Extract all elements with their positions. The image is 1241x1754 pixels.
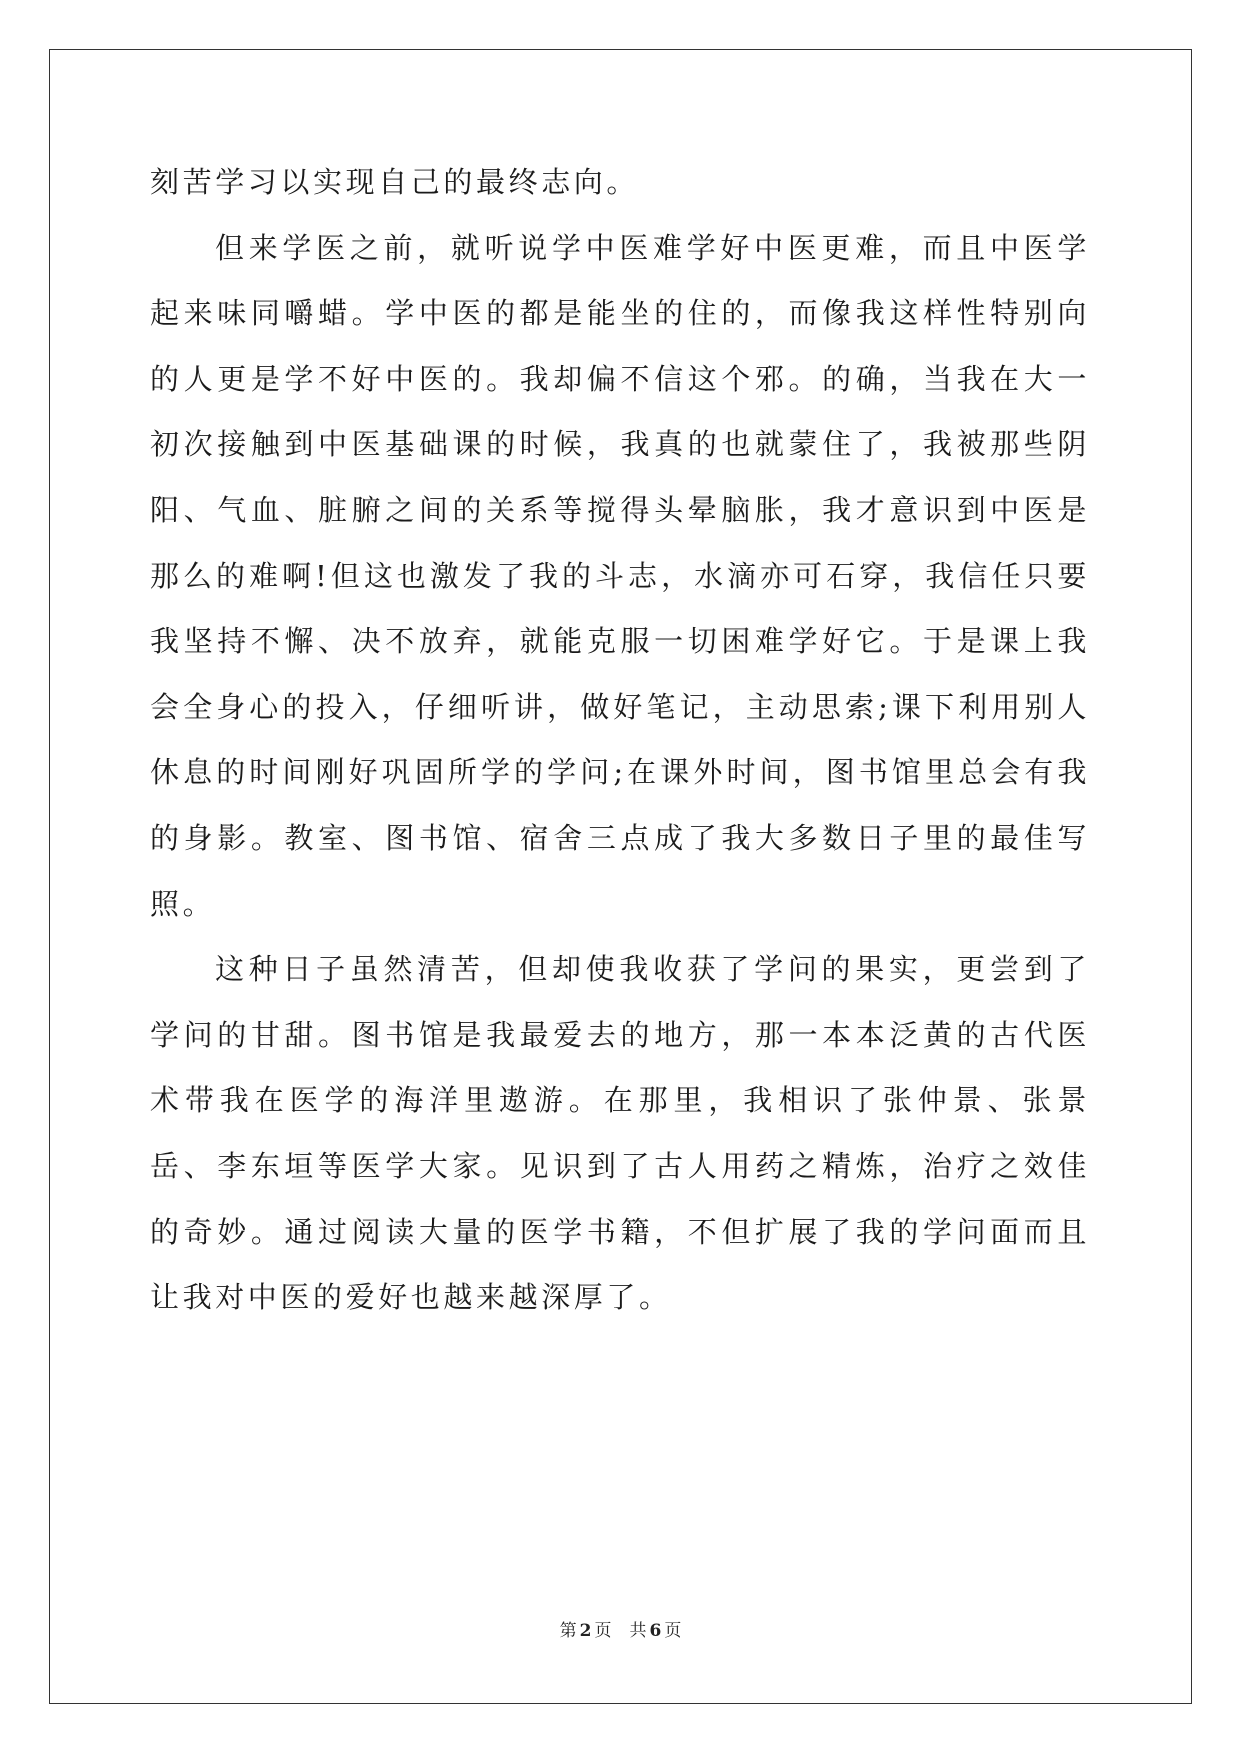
footer-page-total: 6 bbox=[649, 1621, 662, 1641]
document-body bbox=[150, 150, 1090, 1331]
footer-page-unit: 页 bbox=[594, 1621, 612, 1641]
footer-page-current: 2 bbox=[579, 1621, 592, 1641]
paragraph-library-harvest: 这种日子虽然清苦，但却使我收获了学问的果实，更尝到了学问的甘甜。图书馆是我最爱去的地方，那一本本泛黄的古代医术带我在医学的海洋里遨游。在那里，我相识了张仲景、张景岳、李东垣等医学大家。见识到了古人用药之精炼，治疗之效佳的奇妙。通过阅读大量的医学书籍，不但扩展了我的学问面而且让我对中医的爱好也越来越深厚了。 bbox=[150, 952, 1090, 1315]
paragraph-continued: 刻苦学习以实现自己的最终志向。 bbox=[150, 165, 640, 199]
paragraph-study-difficulty: 但来学医之前，就听说学中医难学好中医更难，而且中医学起来味同嚼蜡。学中医的都是能坐的住的，而像我这样性特别向的人更是学不好中医的。我却偏不信这个邪。的确，当我在大一初次接触到中医基础课的时候，我真的也就蒙住了，我被那些阴阳、气血、脏腑之间的关系等搅得头晕脑胀，我才意识到中医是那么的难啊!但这也激发了我的斗志，水滴亦可石穿，我信任只要我坚持不懈、决不放弃，就能克服一切困难学好它。于是课上我会全身心的投入，仔细听讲，做好笔记，主动思索;课下利用别人休息的时间刚好巩固所学的学问;在课外时间，图书馆里总会有我的身影。教室、图书馆、宿舍三点成了我大多数日子里的最佳写照。 bbox=[150, 230, 1090, 921]
page-number-footer bbox=[0, 1616, 1241, 1641]
footer-total-unit: 页 bbox=[664, 1621, 682, 1641]
footer-page-prefix: 第 bbox=[559, 1621, 577, 1641]
footer-total-prefix: 共 bbox=[629, 1621, 647, 1641]
